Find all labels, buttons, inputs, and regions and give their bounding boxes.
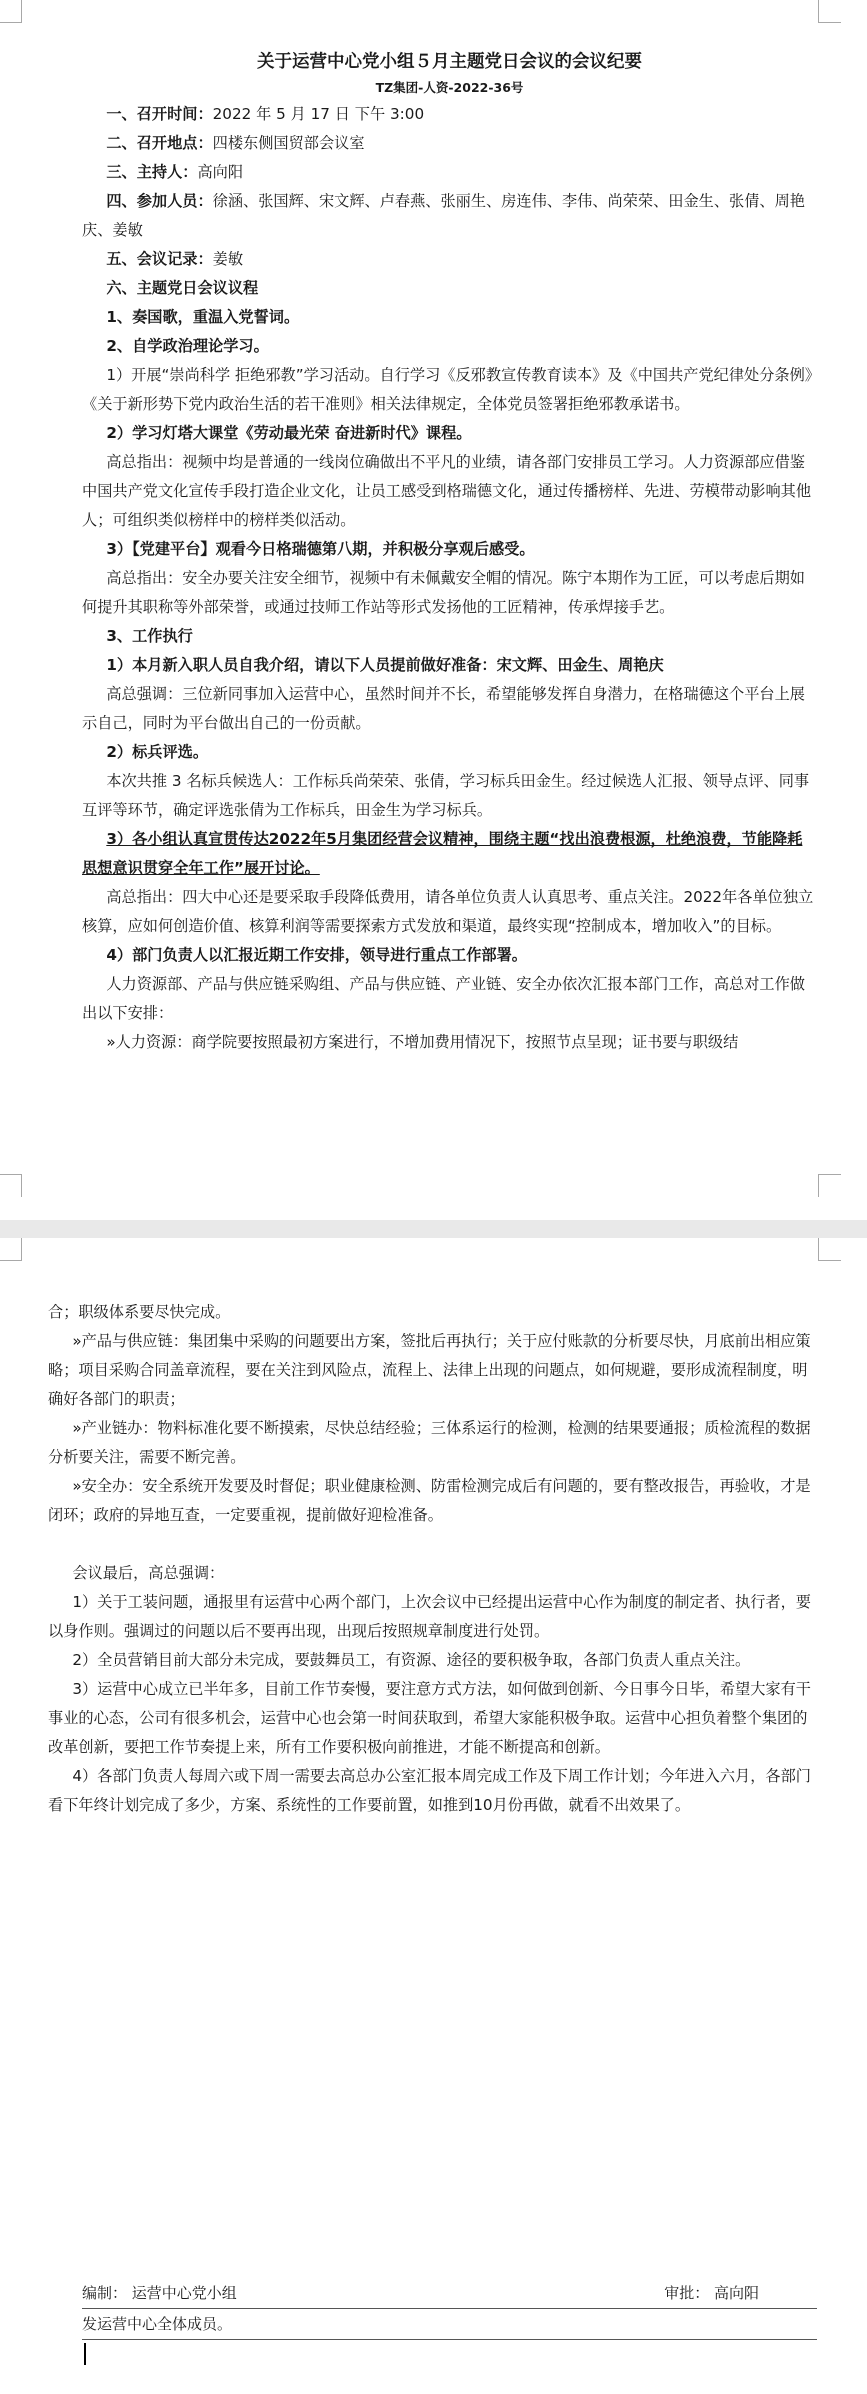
- text-cursor: [84, 2343, 86, 2365]
- document-footer: [82, 2278, 817, 2340]
- meeting-place: 二、召开地点：四楼东侧国贸部会议室: [106, 134, 365, 152]
- report-industry: »产业链办：物料标准化要不断摸索，尽快总结经验；三体系运行的检测，检测的结果要通报；质检流程的数据分析要关注，需要不断完善。: [48, 1419, 811, 1466]
- agenda-subheading: 3）【党建平台】观看今日格瑞德第八期，并积极分享观后感受。: [106, 540, 535, 558]
- closing-intro: 会议最后，高总强调：: [72, 1564, 225, 1582]
- meeting-host: 三、主持人：高向阳: [106, 163, 243, 181]
- document-number: TZ集团-人资-2022-36号: [375, 80, 524, 95]
- crop-mark: [818, 0, 841, 23]
- agenda-item: 2、自学政治理论学习。: [106, 337, 269, 355]
- document-title: 关于运营中心党小组５月主题党日会议的会议纪要: [257, 52, 642, 72]
- signature-row: [82, 2278, 817, 2309]
- agenda-item: 1、奏国歌，重温入党誓词。: [106, 308, 300, 326]
- agenda-subheading: 2）学习灯塔大课堂《劳动最光荣 奋进新时代》课程。: [106, 424, 472, 442]
- agenda-heading: 六、主题党日会议议程: [106, 279, 259, 297]
- crop-mark: [818, 1174, 841, 1197]
- editor: 编制： 运营中心党小组: [82, 2284, 237, 2302]
- spacer: [48, 1530, 818, 1559]
- agenda-item: 3、工作执行: [106, 627, 193, 645]
- agenda-subheading: 4）部门负责人以汇报近期工作安排，领导进行重点工作部署。: [106, 946, 527, 964]
- report-safety: »安全办：安全系统开发要及时督促；职业健康检测、防雷检测完成后有问题的，要有整改报告，再验收，才是闭环；政府的异地互查，一定要重视，提前做好迎检准备。: [48, 1477, 811, 1524]
- meeting-recorder: 五、会议记录：姜敏: [106, 250, 243, 268]
- crop-mark: [0, 1174, 22, 1197]
- agenda-subheading: 3）各小组认真宣贯传达2022年5月集团经营会议精神，围绕主题“找出浪费根源，杜绝浪费，节能降耗思想意识贯穿全年工作”展开讨论。: [82, 830, 803, 877]
- agenda-paragraph: 人力资源部、产品与供应链采购组、产品与供应链、产业链、安全办依次汇报本部门工作，高总对工作做出以下安排：: [82, 975, 805, 1022]
- closing-item: 4）各部门负责人每周六或下周一需要去高总办公室汇报本周完成工作及下周工作计划；今年进入六月，各部门看下年终计划完成了多少，方案、系统性的工作要前置，如推到10月份再做，就看不出效果了。: [48, 1767, 811, 1814]
- agenda-paragraph: 高总指出：视频中均是普通的一线岗位确做出不平凡的业绩，请各部门安排员工学习。人力资源部应借鉴中国共产党文化宣传手段打造企业文化，让员工感受到格瑞德文化，通过传播榜样、先进、劳模带动影响其他人；可组织类似榜样中的榜样类似活动。: [82, 453, 811, 529]
- document-body: [82, 48, 817, 1057]
- agenda-paragraph: 高总强调：三位新同事加入运营中心，虽然时间并不长，希望能够发挥自身潜力，在格瑞德这个平台上展示自己，同时为平台做出自己的一份贡献。: [82, 685, 805, 732]
- crop-mark: [818, 1238, 841, 1261]
- report-product: »产品与供应链：集团集中采购的问题要出方案，签批后再执行；关于应付账款的分析要尽快，月底前出相应策略；项目采购合同盖章流程，要在关注到风险点，流程上、法律上出现的问题点，如何规避，要形成流程制度，明确好各部门的职责；: [48, 1332, 811, 1408]
- agenda-subheading: 2）标兵评选。: [106, 743, 209, 761]
- agenda-paragraph: 本次共推 3 名标兵候选人：工作标兵尚荣荣、张倩，学习标兵田金生。经过候选人汇报、领导点评、同事互评等环节，确定评选张倩为工作标兵，田金生为学习标兵。: [82, 772, 810, 819]
- approver: 审批： 高向阳: [664, 2284, 759, 2302]
- closing-item: 2）全员营销目前大部分未完成，要鼓舞员工，有资源、途径的要积极争取，各部门负责人重点关注。: [72, 1651, 751, 1669]
- meeting-time: 一、召开时间：2022 年 5 月 17 日 下午 3:00: [106, 105, 425, 123]
- document-body-continued: [48, 1298, 818, 1820]
- document-page-2: [0, 1238, 867, 2394]
- crop-mark: [0, 1238, 22, 1261]
- report-hr-continued: 合；职级体系要尽快完成。: [48, 1303, 231, 1321]
- agenda-paragraph: 高总指出：四大中心还是要采取手段降低费用，请各单位负责人认真思考、重点关注。2022年各单位独立核算，应如何创造价值、核算利润等需要探索方式发放和渠道，最终实现“控制成本，增加收入”的目标。: [82, 888, 814, 935]
- closing-item: 1）关于工装问题，通报里有运营中心两个部门，上次会议中已经提出运营中心作为制度的制定者、执行者，要以身作则。强调过的问题以后不要再出现，出现后按照规章制度进行处罚。: [48, 1593, 811, 1640]
- agenda-paragraph: 1）开展“崇尚科学 拒绝邪教”学习活动。自行学习《反邪教宣传教育读本》及《中国共产党纪律处分条例》《关于新形势下党内政治生活的若干准则》相关法律规定，全体党员签署拒绝邪教承诺书。: [82, 366, 813, 413]
- report-hr: »人力资源：商学院要按照最初方案进行，不增加费用情况下，按照节点呈现；证书要与职级结: [106, 1033, 739, 1051]
- agenda-subheading: 1）本月新入职人员自我介绍，请以下人员提前做好准备：宋文辉、田金生、周艳庆: [106, 656, 664, 674]
- agenda-paragraph: 高总指出：安全办要关注安全细节，视频中有未佩戴安全帽的情况。陈宁本期作为工匠，可以考虑后期如何提升其职称等外部荣誉，或通过技师工作站等形式发扬他的工匠精神，传承焊接手艺。: [82, 569, 805, 616]
- closing-item: 3）运营中心成立已半年多，目前工作节奏慢，要注意方式方法，如何做到创新、今日事今日毕，希望大家有干事业的心态，公司有很多机会，运营中心也会第一时间获取到，希望大家能积极争取。运营中心担负着整个集团的改革创新，要把工作节奏提上来，所有工作要积极向前推进，才能不断提高和创新。: [48, 1680, 811, 1756]
- crop-mark: [0, 0, 22, 23]
- meeting-attendees: 四、参加人员：徐涵、张国辉、宋文辉、卢春燕、张丽生、房连伟、李伟、尚荣荣、田金生、张倩、周艳庆、姜敏: [82, 192, 805, 239]
- distribution: 发运营中心全体成员。: [82, 2309, 817, 2340]
